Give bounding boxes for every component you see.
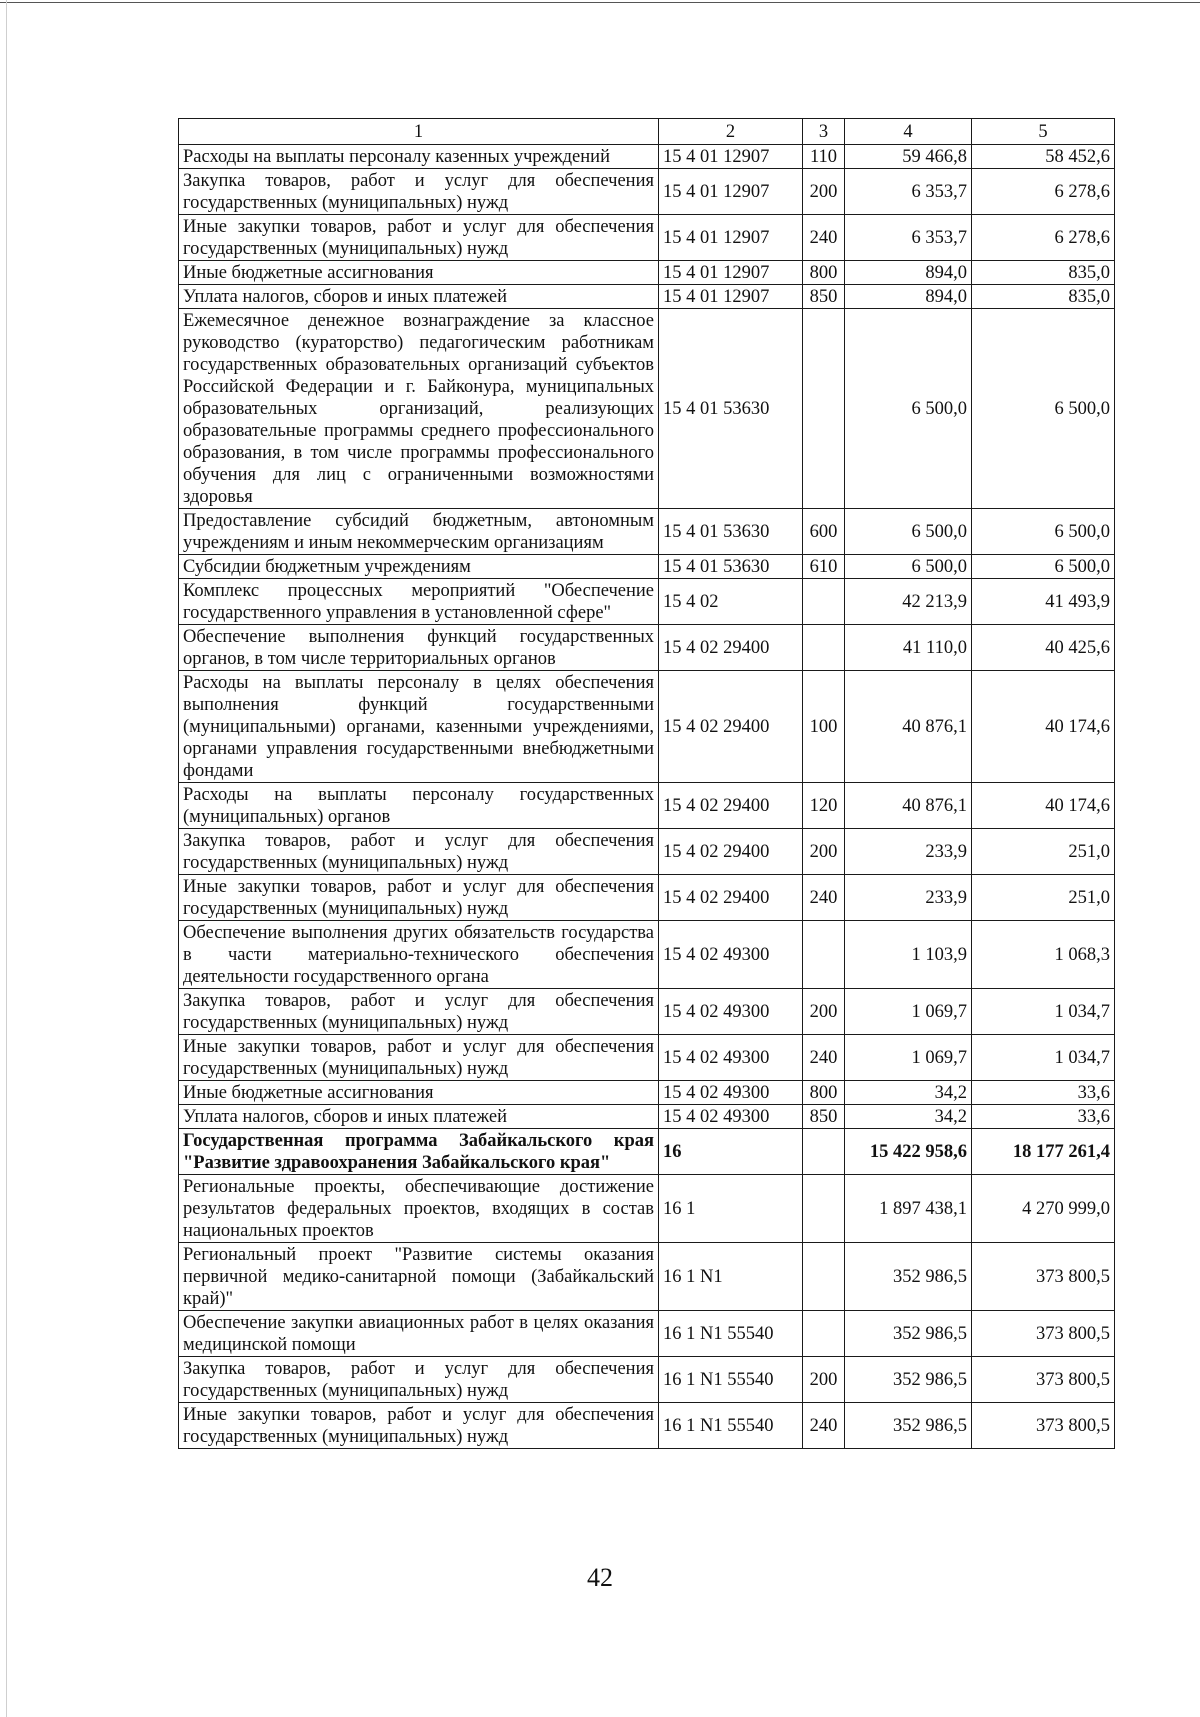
row-amount-col5: 6 278,6	[972, 215, 1115, 261]
row-name: Закупка товаров, работ и услуг для обеспечения государственных (муниципальных) нужд	[179, 1357, 659, 1403]
table-row	[179, 1105, 1115, 1129]
table-row	[179, 1403, 1115, 1449]
row-expense-type: 610	[803, 555, 845, 579]
header-col-1: 1	[179, 119, 659, 145]
row-target-code: 15 4 02 49300	[659, 1105, 803, 1129]
row-amount-col5: 835,0	[972, 261, 1115, 285]
row-target-code: 15 4 01 12907	[659, 145, 803, 169]
row-expense-type: 850	[803, 285, 845, 309]
row-amount-col4: 1 069,7	[845, 989, 972, 1035]
row-target-code: 16 1 N1 55540	[659, 1357, 803, 1403]
table-row	[179, 1357, 1115, 1403]
row-expense-type	[803, 625, 845, 671]
table-row	[179, 829, 1115, 875]
row-amount-col4: 34,2	[845, 1105, 972, 1129]
row-expense-type: 200	[803, 829, 845, 875]
row-name: Региональные проекты, обеспечивающие достижение результатов федеральных проектов, входящих в состав национальных проектов	[179, 1175, 659, 1243]
row-amount-col5: 251,0	[972, 875, 1115, 921]
table-row	[179, 555, 1115, 579]
table-row	[179, 1243, 1115, 1311]
row-target-code: 15 4 01 53630	[659, 309, 803, 509]
row-amount-col4: 59 466,8	[845, 145, 972, 169]
row-amount-col5: 33,6	[972, 1081, 1115, 1105]
table-row	[179, 1129, 1115, 1175]
row-name: Иные закупки товаров, работ и услуг для обеспечения государственных (муниципальных) нужд	[179, 1035, 659, 1081]
row-name: Уплата налогов, сборов и иных платежей	[179, 1105, 659, 1129]
row-amount-col4: 40 876,1	[845, 671, 972, 783]
row-amount-col5: 835,0	[972, 285, 1115, 309]
row-name: Иные бюджетные ассигнования	[179, 261, 659, 285]
row-expense-type: 240	[803, 1403, 845, 1449]
table-row	[179, 1081, 1115, 1105]
row-name: Обеспечение закупки авиационных работ в целях оказания медицинской помощи	[179, 1311, 659, 1357]
row-expense-type: 800	[803, 261, 845, 285]
row-amount-col4: 894,0	[845, 285, 972, 309]
row-amount-col4: 352 986,5	[845, 1357, 972, 1403]
table-row	[179, 145, 1115, 169]
row-expense-type: 200	[803, 169, 845, 215]
row-target-code: 15 4 01 53630	[659, 509, 803, 555]
table-header-row	[179, 119, 1115, 145]
row-amount-col4: 352 986,5	[845, 1311, 972, 1357]
table-row	[179, 921, 1115, 989]
row-amount-col5: 1 034,7	[972, 989, 1115, 1035]
row-target-code: 15 4 02 29400	[659, 829, 803, 875]
row-target-code: 15 4 02 49300	[659, 989, 803, 1035]
row-target-code: 15 4 02 29400	[659, 671, 803, 783]
row-name: Комплекс процессных мероприятий "Обеспечение государственного управления в установленной сфере"	[179, 579, 659, 625]
row-amount-col5: 40 425,6	[972, 625, 1115, 671]
row-amount-col4: 894,0	[845, 261, 972, 285]
row-amount-col5: 6 278,6	[972, 169, 1115, 215]
row-name: Расходы на выплаты персоналу казенных учреждений	[179, 145, 659, 169]
page-number: 42	[587, 1563, 613, 1592]
row-amount-col4: 352 986,5	[845, 1403, 972, 1449]
row-expense-type	[803, 579, 845, 625]
row-amount-col5: 18 177 261,4	[972, 1129, 1115, 1175]
table-row	[179, 215, 1115, 261]
row-name: Закупка товаров, работ и услуг для обеспечения государственных (муниципальных) нужд	[179, 169, 659, 215]
row-amount-col4: 15 422 958,6	[845, 1129, 972, 1175]
header-col-4: 4	[845, 119, 972, 145]
row-target-code: 16 1	[659, 1175, 803, 1243]
table-row	[179, 1175, 1115, 1243]
row-name: Предоставление субсидий бюджетным, автономным учреждениям и иным некоммерческим организациям	[179, 509, 659, 555]
scan-edge-left	[6, 0, 7, 1717]
row-expense-type: 600	[803, 509, 845, 555]
row-amount-col4: 42 213,9	[845, 579, 972, 625]
row-target-code: 15 4 01 12907	[659, 261, 803, 285]
table-row	[179, 875, 1115, 921]
row-name: Расходы на выплаты персоналу государственных (муниципальных) органов	[179, 783, 659, 829]
row-expense-type: 240	[803, 1035, 845, 1081]
row-amount-col5: 33,6	[972, 1105, 1115, 1129]
row-amount-col5: 41 493,9	[972, 579, 1115, 625]
table-row	[179, 1035, 1115, 1081]
table-row	[179, 783, 1115, 829]
row-amount-col5: 373 800,5	[972, 1403, 1115, 1449]
row-amount-col5: 58 452,6	[972, 145, 1115, 169]
header-col-2: 2	[659, 119, 803, 145]
row-expense-type: 850	[803, 1105, 845, 1129]
row-name: Иные закупки товаров, работ и услуг для обеспечения государственных (муниципальных) нужд	[179, 875, 659, 921]
row-expense-type: 800	[803, 1081, 845, 1105]
table-row	[179, 285, 1115, 309]
row-amount-col5: 251,0	[972, 829, 1115, 875]
row-name: Обеспечение выполнения других обязательств государства в части материально-технического обеспечения деятельности государственного органа	[179, 921, 659, 989]
row-name: Иные бюджетные ассигнования	[179, 1081, 659, 1105]
row-name: Обеспечение выполнения функций государственных органов, в том числе территориальных органов	[179, 625, 659, 671]
row-name: Уплата налогов, сборов и иных платежей	[179, 285, 659, 309]
row-name: Иные закупки товаров, работ и услуг для обеспечения государственных (муниципальных) нужд	[179, 1403, 659, 1449]
table-row	[179, 1311, 1115, 1357]
row-expense-type	[803, 921, 845, 989]
row-target-code: 15 4 02 29400	[659, 875, 803, 921]
row-expense-type: 240	[803, 215, 845, 261]
row-expense-type: 240	[803, 875, 845, 921]
row-target-code: 16 1 N1 55540	[659, 1403, 803, 1449]
row-amount-col5: 40 174,6	[972, 783, 1115, 829]
row-amount-col5: 1 068,3	[972, 921, 1115, 989]
row-amount-col4: 6 500,0	[845, 555, 972, 579]
row-name: Закупка товаров, работ и услуг для обеспечения государственных (муниципальных) нужд	[179, 989, 659, 1035]
row-amount-col4: 233,9	[845, 829, 972, 875]
row-amount-col4: 352 986,5	[845, 1243, 972, 1311]
budget-table-body	[179, 119, 1115, 1449]
table-row	[179, 169, 1115, 215]
table-row	[179, 309, 1115, 509]
row-name: Расходы на выплаты персоналу в целях обеспечения выполнения функций государственными (муниципальными) органами, казенными учреждениями, органами управления государственными внебюджетными фондами	[179, 671, 659, 783]
table-row	[179, 625, 1115, 671]
row-expense-type	[803, 1175, 845, 1243]
row-amount-col4: 6 500,0	[845, 309, 972, 509]
row-amount-col5: 6 500,0	[972, 309, 1115, 509]
row-name: Региональный проект "Развитие системы оказания первичной медико-санитарной помощи (Забайкальский край)"	[179, 1243, 659, 1311]
row-name: Субсидии бюджетным учреждениям	[179, 555, 659, 579]
table-row	[179, 261, 1115, 285]
header-col-5: 5	[972, 119, 1115, 145]
row-amount-col4: 41 110,0	[845, 625, 972, 671]
row-amount-col5: 373 800,5	[972, 1357, 1115, 1403]
row-target-code: 16	[659, 1129, 803, 1175]
row-target-code: 15 4 02 29400	[659, 783, 803, 829]
row-amount-col5: 373 800,5	[972, 1243, 1115, 1311]
row-amount-col5: 6 500,0	[972, 509, 1115, 555]
row-target-code: 15 4 02 49300	[659, 921, 803, 989]
row-target-code: 15 4 01 53630	[659, 555, 803, 579]
table-row	[179, 579, 1115, 625]
row-target-code: 15 4 02	[659, 579, 803, 625]
row-amount-col5: 373 800,5	[972, 1311, 1115, 1357]
row-amount-col5: 1 034,7	[972, 1035, 1115, 1081]
budget-table	[178, 118, 1115, 1449]
row-amount-col4: 40 876,1	[845, 783, 972, 829]
row-target-code: 15 4 02 49300	[659, 1035, 803, 1081]
row-expense-type	[803, 1129, 845, 1175]
row-expense-type: 120	[803, 783, 845, 829]
row-expense-type: 200	[803, 989, 845, 1035]
row-amount-col4: 34,2	[845, 1081, 972, 1105]
row-amount-col5: 6 500,0	[972, 555, 1115, 579]
row-expense-type: 200	[803, 1357, 845, 1403]
table-row	[179, 671, 1115, 783]
row-amount-col4: 6 353,7	[845, 169, 972, 215]
header-col-3: 3	[803, 119, 845, 145]
row-target-code: 15 4 01 12907	[659, 215, 803, 261]
row-amount-col4: 1 897 438,1	[845, 1175, 972, 1243]
table-row	[179, 509, 1115, 555]
row-expense-type	[803, 1243, 845, 1311]
row-target-code: 15 4 01 12907	[659, 169, 803, 215]
row-amount-col5: 4 270 999,0	[972, 1175, 1115, 1243]
table-row	[179, 989, 1115, 1035]
row-target-code: 15 4 02 49300	[659, 1081, 803, 1105]
row-amount-col4: 1 069,7	[845, 1035, 972, 1081]
scan-edge-top	[0, 2, 1200, 3]
row-target-code: 16 1 N1	[659, 1243, 803, 1311]
row-amount-col4: 6 500,0	[845, 509, 972, 555]
row-name: Ежемесячное денежное вознаграждение за классное руководство (кураторство) педагогическим работникам государственных образовательных организаций субъектов Российской Федерации и г. Байконура, муниципальных образовательных организаций, реализующих образовательные программы среднего профессионального образования, в том числе программы профессионального обучения для лиц с ограниченными возможностями здоровья	[179, 309, 659, 509]
row-amount-col5: 40 174,6	[972, 671, 1115, 783]
row-target-code: 16 1 N1 55540	[659, 1311, 803, 1357]
row-target-code: 15 4 01 12907	[659, 285, 803, 309]
row-expense-type: 110	[803, 145, 845, 169]
row-amount-col4: 6 353,7	[845, 215, 972, 261]
row-amount-col4: 1 103,9	[845, 921, 972, 989]
row-target-code: 15 4 02 29400	[659, 625, 803, 671]
row-name: Закупка товаров, работ и услуг для обеспечения государственных (муниципальных) нужд	[179, 829, 659, 875]
row-expense-type	[803, 1311, 845, 1357]
row-expense-type: 100	[803, 671, 845, 783]
row-name: Иные закупки товаров, работ и услуг для обеспечения государственных (муниципальных) нужд	[179, 215, 659, 261]
row-expense-type	[803, 309, 845, 509]
row-name: Государственная программа Забайкальского края "Развитие здравоохранения Забайкальского края"	[179, 1129, 659, 1175]
row-amount-col4: 233,9	[845, 875, 972, 921]
